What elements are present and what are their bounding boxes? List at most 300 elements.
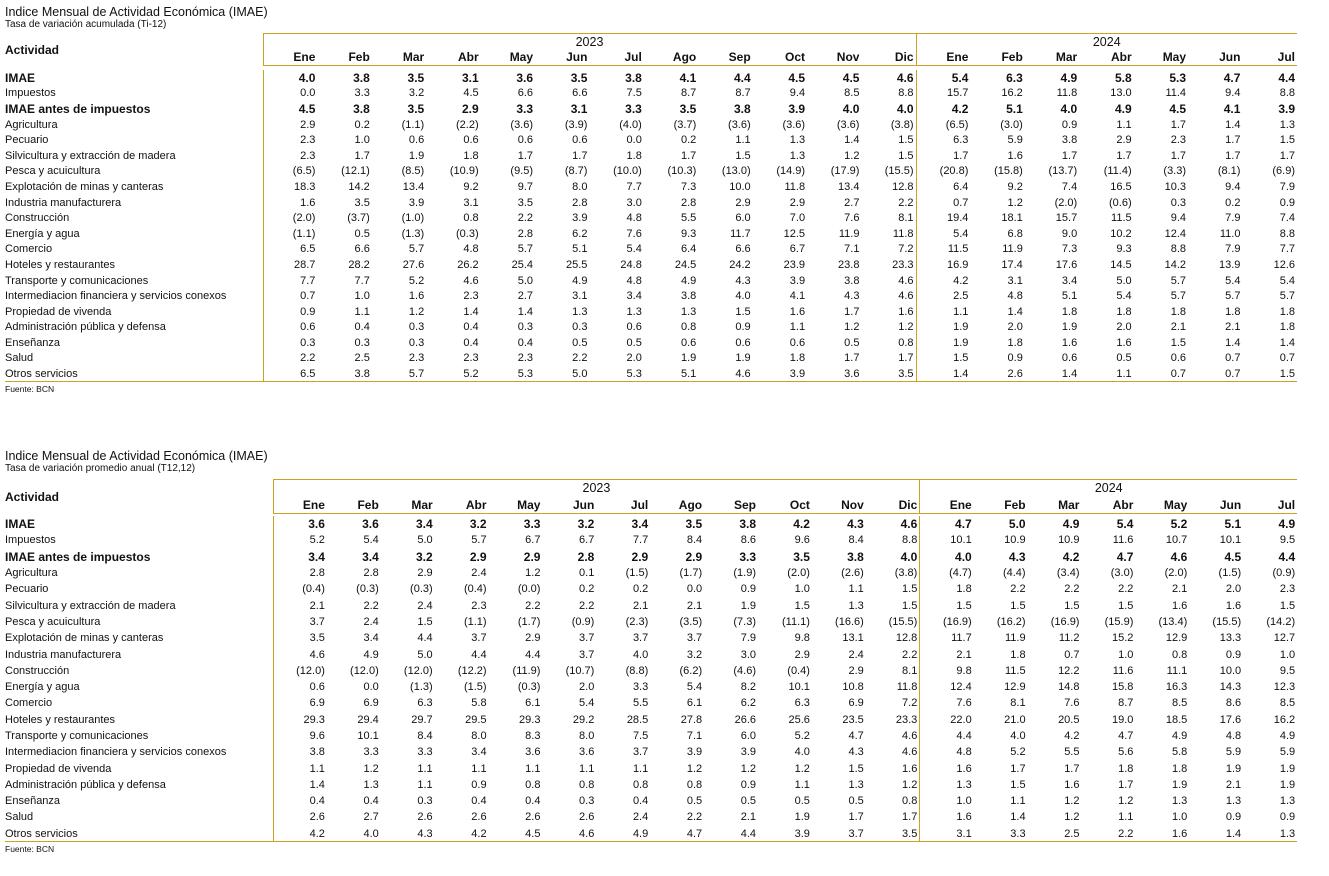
value-cell: 0.5 [626,336,642,349]
value-cell: 2.3 [263,148,317,164]
value-cell: 0.8 [579,778,595,791]
value-cell: 2.4 [417,599,433,612]
value-cell: 4.8 [1225,730,1242,742]
value-cell: 2.2 [572,352,588,365]
year-header: 2023 [263,34,916,50]
year-header: 2024 [916,34,1297,50]
value-cell: 11.5 [1111,212,1132,225]
table-row [5,581,1297,597]
value-cell: (12.2) [457,664,487,677]
value-cell: 1.7 [572,149,588,162]
value-cell: 1.3 [1171,795,1188,808]
value-cell: 0.8 [902,795,918,808]
value-cell: 3.1 [920,826,974,842]
value-cell: 1.7 [1170,149,1187,162]
value-cell: 6.1 [525,697,541,710]
value-cell: 3.3 [523,517,541,532]
value-cell: 8.0 [471,730,487,742]
value-cell: 1.8 [1225,305,1241,318]
value-cell: 5.5 [680,212,697,225]
value-cell: (3.6) [728,118,751,131]
value-cell: 1.7 [844,352,860,365]
value-cell: 1.6 [789,305,806,318]
value-cell: 4.3 [848,746,864,759]
value-cell: 5.1 [1006,101,1023,116]
value-cell: 0.4 [471,795,487,808]
value-cell: 6.7 [579,534,595,547]
value-cell: 0.4 [463,321,479,334]
value-cell: 1.1 [354,305,370,318]
value-cell: 4.0 [735,290,751,303]
value-cell: 3.3 [974,826,1028,842]
value-cell: 23.3 [892,258,914,271]
value-cell: 2.1 [1170,321,1187,334]
value-cell: 8.0 [579,730,595,742]
value-cell: 5.4 [1116,517,1134,532]
value-cell: 5.7 [372,366,426,382]
activity-name: Pesca y acuicultura [5,615,101,628]
value-cell: 3.7 [579,632,595,645]
table-row [5,179,1297,195]
value-cell: 6.9 [273,695,327,711]
value-cell: 0.7 [1279,352,1295,365]
value-cell: 1.7 [517,149,534,162]
value-cell: 1.7 [844,305,860,318]
table-block-acumulada [5,5,1297,394]
value-cell: 1.6 [1007,149,1023,162]
value-cell: 2.9 [417,567,433,580]
value-cell: 1.8 [1170,305,1187,318]
value-cell: 1.9 [735,352,751,365]
value-cell: 5.8 [471,697,487,710]
value-cell: 1.1 [417,778,433,791]
value-cell: 16.3 [1165,681,1188,694]
value-cell: 1.3 [363,778,379,791]
value-cell: 5.1 [572,243,588,256]
value-cell: (0.9) [571,615,595,628]
value-cell: 1.7 [848,811,864,824]
value-cell: 2.9 [848,664,864,677]
month-header: Oct [753,50,807,66]
value-cell: 9.8 [794,632,810,645]
value-cell: 1.2 [1118,795,1134,808]
value-cell: 8.2 [740,681,757,694]
value-cell: 14.8 [1058,681,1080,694]
value-cell: 11.8 [896,681,918,694]
value-cell: 4.6 [273,646,327,662]
activity-name: Explotación de minas y canteras [5,180,164,193]
value-cell: 0.2 [680,134,697,147]
value-cell: 1.7 [902,811,918,824]
value-cell: 2.8 [517,227,534,240]
value-cell: (3.6) [782,118,806,131]
value-cell: 3.9 [740,746,757,759]
value-cell: 8.3 [525,730,541,742]
value-cell: 3.6 [807,366,861,382]
value-cell: (0.6) [1109,196,1132,209]
value-cell: (1.1) [263,226,317,242]
value-cell: 1.1 [735,134,751,147]
value-cell: (1.3) [410,681,433,694]
activity-name: Pecuario [5,583,49,596]
value-cell: 6.7 [789,243,806,256]
table-row [5,164,1297,180]
value-cell: 5.4 [916,226,970,242]
value-cell: 0.6 [735,336,751,349]
value-cell: 1.5 [1279,134,1295,147]
value-cell: (15.8) [994,165,1023,178]
value-cell: 0.2 [579,583,595,596]
value-cell: (12.0) [403,664,433,677]
value-cell: 6.9 [848,697,864,710]
table-row [5,148,1297,164]
table-row [5,549,1297,565]
value-cell: 0.9 [1225,648,1242,661]
value-cell: 6.4 [916,179,970,195]
value-cell: 1.2 [686,762,703,775]
value-cell: 11.7 [730,227,751,240]
activity-name: Transporte y comunicaciones [5,730,149,742]
activity-name: Energía y agua [5,681,80,694]
value-cell: 3.1 [1007,274,1023,287]
table-row [5,101,1297,117]
month-header: Mar [381,497,435,514]
value-cell: 2.9 [794,648,810,661]
value-cell: 1.5 [735,305,751,318]
value-cell: 3.2 [686,648,703,661]
value-cell: 10.0 [729,180,751,193]
value-cell: 4.4 [1278,70,1295,85]
table-title: Indice Mensual de Actividad Económica (IMAE) [5,5,268,19]
value-cell: 12.5 [783,227,806,240]
value-cell: 4.5 [1169,101,1187,116]
value-cell: 2.2 [1010,583,1026,596]
value-cell: 1.2 [363,762,379,775]
value-cell: (16.9) [920,614,974,630]
value-cell: 1.5 [902,583,918,596]
value-cell: 2.8 [577,549,595,564]
value-cell: 3.7 [579,648,595,661]
activity-name: Hoteles y restaurantes [5,713,116,726]
value-cell: 12.6 [1273,258,1295,271]
value-cell: 4.8 [920,744,974,760]
value-cell: 10.8 [842,681,864,694]
value-cell: 3.3 [516,101,534,116]
value-cell: 20.5 [1058,713,1080,726]
value-cell: 3.1 [461,70,479,85]
value-cell: 6.3 [417,697,433,710]
value-cell: 2.2 [1064,583,1080,596]
value-cell: 0.6 [517,134,534,147]
value-cell: 17.6 [1219,713,1242,726]
value-cell: 1.3 [1243,826,1297,842]
value-cell: 6.7 [525,534,541,547]
value-cell: (15.5) [888,615,918,628]
value-cell: 3.9 [572,212,588,225]
value-cell: 16.9 [916,257,970,273]
value-cell: 2.1 [273,597,327,613]
value-cell: 4.7 [920,516,974,532]
table-row [5,744,1297,760]
table-row [5,826,1297,842]
activity-name: IMAE [5,70,35,85]
year-header: 2023 [273,480,920,497]
value-cell: 4.6 [900,517,918,532]
value-cell: 3.3 [625,101,642,116]
value-cell: 1.4 [1225,118,1241,131]
value-cell: (1.5) [463,681,487,694]
value-cell: 4.8 [1007,290,1023,303]
value-cell: 4.9 [363,648,379,661]
value-cell: 5.4 [626,243,642,256]
value-cell: 1.3 [572,305,588,318]
value-cell: 2.9 [525,632,541,645]
value-cell: 3.8 [847,549,864,564]
value-cell: 4.5 [463,87,479,100]
value-cell: (3.9) [564,118,588,131]
value-cell: 1.8 [1007,336,1023,349]
value-cell: 4.1 [789,290,806,303]
value-cell: 7.9 [1225,212,1241,225]
value-cell: 3.6 [579,746,595,759]
value-cell: 3.8 [844,274,860,287]
value-cell: 0.9 [1061,118,1078,131]
value-cell: 9.6 [794,534,810,547]
value-cell: 4.0 [900,549,918,564]
value-cell: (3.7) [673,118,697,131]
value-cell: 10.9 [1004,534,1026,547]
value-cell: 5.9 [1279,746,1296,759]
value-cell: 3.8 [353,70,370,85]
value-cell: 29.7 [411,713,433,726]
value-cell: 4.5 [1224,549,1242,564]
value-cell: 11.9 [1005,632,1026,645]
value-cell: 3.7 [632,632,649,645]
value-cell: (0.3) [456,227,479,240]
value-cell: 2.5 [354,352,370,365]
value-cell: 1.2 [740,762,757,775]
table-row [5,516,1297,532]
value-cell: 3.8 [739,517,757,532]
value-cell: 1.8 [626,149,642,162]
activity-name: Salud [5,811,34,824]
value-cell: (1.0) [401,212,425,225]
value-cell: 1.5 [794,599,810,612]
value-cell: 6.1 [686,697,703,710]
value-cell: (15.5) [884,165,914,178]
value-cell: (13.4) [1158,615,1188,628]
value-cell: 4.6 [542,826,596,842]
value-cell: 1.8 [1010,648,1026,661]
value-cell: (15.5) [1212,615,1242,628]
value-cell: (6.2) [679,664,703,677]
value-cell: 1.7 [680,149,697,162]
value-cell: 3.7 [686,632,703,645]
value-cell: 1.5 [1279,599,1296,612]
value-cell: 1.5 [1064,599,1080,612]
value-cell: 29.4 [357,713,379,726]
value-cell: 28.2 [348,258,370,271]
value-cell: 5.2 [1170,517,1188,532]
value-cell: 0.8 [680,321,697,334]
value-cell: 12.9 [1165,632,1188,645]
value-cell: 5.4 [916,70,970,86]
value-cell: (1.1) [401,118,425,131]
value-cell: 2.2 [263,351,317,367]
value-cell: 2.7 [363,811,379,824]
table-row [5,273,1297,289]
value-cell: 4.2 [1062,549,1080,564]
value-cell: 5.4 [1279,274,1295,287]
value-cell: 2.9 [469,549,487,564]
value-cell: 9.5 [1279,664,1296,677]
value-cell: 3.7 [273,614,327,630]
value-cell: 5.4 [1116,290,1132,303]
value-cell: 4.1 [1223,101,1241,116]
value-cell: 5.7 [471,534,487,547]
value-cell: 5.8 [1171,746,1188,759]
value-cell: 1.1 [794,778,810,791]
value-cell: 3.7 [632,746,649,759]
value-cell: 2.0 [1116,321,1132,334]
value-cell: 4.2 [273,826,327,842]
value-cell: 1.1 [579,762,595,775]
value-cell: 3.9 [788,101,806,116]
value-cell: 3.4 [471,746,487,759]
value-cell: 8.4 [417,730,433,742]
value-cell: 1.6 [1061,336,1078,349]
value-cell: 0.9 [1225,811,1242,824]
value-cell: 3.4 [1061,274,1078,287]
value-cell: 4.4 [525,648,541,661]
value-cell: 5.0 [1116,274,1132,287]
value-cell: 1.7 [1061,149,1078,162]
value-cell: 3.3 [632,681,649,694]
value-cell: 1.6 [1064,778,1080,791]
value-cell: 1.1 [848,583,864,596]
value-cell: 1.2 [844,149,860,162]
value-cell: 2.6 [970,366,1024,382]
value-cell: 1.4 [463,305,479,318]
value-cell: 1.4 [1225,336,1241,349]
value-cell: 2.6 [417,811,433,824]
value-cell: 2.2 [1081,826,1135,842]
table-row [5,257,1297,273]
value-cell: 13.3 [1219,632,1242,645]
value-cell: 3.6 [516,70,534,85]
value-cell: (14.9) [776,165,806,178]
value-cell: 5.0 [1008,517,1026,532]
value-cell: 0.4 [363,795,379,808]
value-cell: (2.0) [787,567,810,580]
value-cell: 9.3 [680,227,697,240]
value-cell: (3.0) [1000,118,1023,131]
value-cell: 5.9 [1225,746,1242,759]
value-cell: 4.4 [733,70,751,85]
value-cell: 4.5 [489,826,543,842]
value-cell: 7.7 [626,180,642,193]
value-cell: 12.4 [920,679,974,695]
table-row [5,728,1297,744]
value-cell: 13.0 [1110,87,1132,100]
value-cell: (3.5) [679,615,703,628]
value-cell: 4.3 [735,274,751,287]
value-cell: 5.0 [517,274,534,287]
value-cell: 16.2 [1273,713,1296,726]
value-cell: 0.4 [354,321,370,334]
month-header: Abr [435,497,489,514]
value-cell: 5.0 [535,366,589,382]
table-row [5,226,1297,242]
value-cell: (3.8) [894,567,918,580]
value-cell: (10.3) [667,165,697,178]
value-cell: 1.9 [1061,321,1078,334]
value-cell: 1.3 [1279,795,1296,808]
value-cell: 9.6 [273,728,327,744]
value-cell: 0.8 [1171,648,1188,661]
value-cell: 7.7 [354,274,370,287]
value-cell: (12.0) [273,663,327,679]
value-cell: (17.9) [830,165,860,178]
table-row [5,809,1297,825]
value-cell: 3.6 [525,746,541,759]
value-cell: 14.2 [348,180,370,193]
value-cell: 8.4 [848,534,864,547]
value-cell: 1.0 [354,134,370,147]
value-cell: 2.5 [916,288,970,304]
value-cell: 1.4 [1007,305,1023,318]
month-header: Ago [644,50,698,66]
month-header: Abr [426,50,480,66]
activity-name: Administración pública y defensa [5,321,166,334]
value-cell: 8.1 [898,212,914,225]
value-cell: 7.2 [898,243,914,256]
value-cell: 1.3 [848,599,864,612]
value-cell: 8.8 [902,534,918,547]
value-cell: 1.5 [417,615,433,628]
value-cell: (11.9) [512,664,541,677]
value-cell: 1.9 [680,352,697,365]
value-cell: 4.9 [1278,517,1296,532]
value-cell: (3.6) [836,118,860,131]
value-cell: 0.3 [263,335,317,351]
value-cell: 4.0 [842,101,860,116]
value-cell: 1.2 [794,762,810,775]
value-cell: 8.4 [686,534,703,547]
value-cell: 8.5 [1279,697,1296,710]
value-cell: 5.9 [1007,134,1023,147]
value-cell: 1.0 [794,583,810,596]
value-cell: 0.2 [1225,196,1241,209]
value-cell: 3.5 [354,196,370,209]
value-cell: (2.0) [1054,196,1078,209]
value-cell: 1.5 [1242,366,1297,382]
table-row [5,646,1297,662]
value-cell: 12.8 [892,180,914,193]
value-cell: 18.1 [1001,212,1023,225]
value-cell: 2.8 [572,196,588,209]
value-cell: 2.1 [1171,583,1188,596]
value-cell: 3.1 [570,101,588,116]
value-cell: 2.3 [471,599,487,612]
table-row [5,320,1297,336]
value-cell: 1.0 [920,793,974,809]
value-cell: 5.2 [408,274,425,287]
value-cell: 4.7 [1116,549,1134,564]
value-cell: 26.2 [457,258,479,271]
value-cell: 11.1 [1166,664,1188,677]
value-cell: 1.8 [1061,305,1078,318]
